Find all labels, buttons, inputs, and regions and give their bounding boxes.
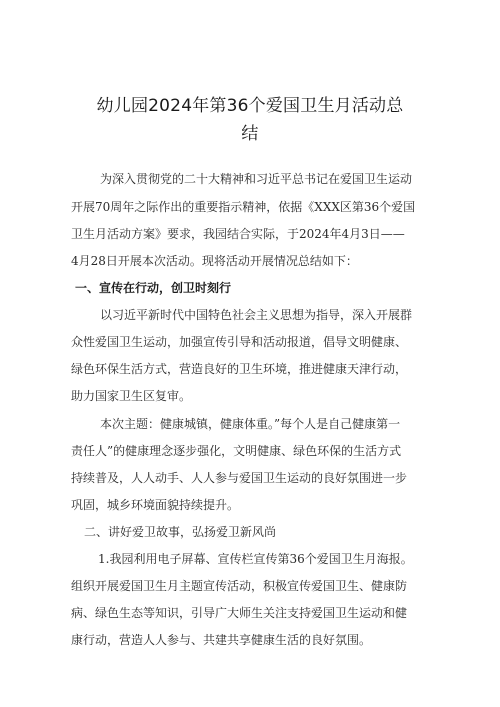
paragraph-line: 为深入贯彻党的二十大精神和习近平总书记在爱国卫生运动: [100, 172, 413, 186]
paragraph-line: 卫生月活动方案》要求，我园结合实际，于2024年4月3日——: [71, 227, 405, 241]
paragraph-line: 本次主题：健康城镇，健康体重。”每个人是自己健康第一: [100, 417, 401, 431]
section-heading-1: 一、宣传在行动，创卫时刻行: [75, 281, 232, 295]
paragraph-line: 责任人”的健康理念逐步强化，文明健康、绿色环保的生活方式: [71, 444, 402, 458]
title-line-1: 幼儿园2024年第36个爱国卫生月活动总: [96, 96, 404, 116]
section-heading-2: 二、讲好爱卫故事，弘扬爱卫新风尚: [84, 525, 277, 539]
paragraph-line: 开展70周年之际作出的重要指示精神，依据《XXX区第36个爱国: [71, 200, 416, 214]
paragraph-line: 病、绿色生态等知识，引导广大师生关注支持爱国卫生运动和健: [71, 606, 408, 620]
paragraph-line: 众性爱国卫生运动，加强宣传引导和活动报道，倡导文明健康、: [71, 335, 408, 349]
paragraph-line: 康行动，营造人人参与、共建共享健康生活的良好氛围。: [71, 633, 372, 647]
document-title: [60, 92, 440, 148]
paragraph-line: 持续普及，人人动手、人人参与爱国卫生运动的良好氛围进一步: [71, 471, 408, 485]
paragraph-line: 4月28日开展本次活动。现将活动开展情况总结如下：: [71, 254, 358, 268]
paragraph-line: 组织开展爱国卫生月主题宣传活动，积极宣传爱国卫生、健康防: [71, 579, 408, 593]
paragraph-line: 以习近平新时代中国特色社会主义思想为指导，深入开展群: [100, 308, 413, 322]
paragraph-line: 助力国家卫生区复审。: [71, 389, 192, 403]
paragraph-line: 绿色环保生活方式，营造良好的卫生环境，推进健康天津行动，: [71, 362, 408, 376]
paragraph-line: 1.我园利用电子屏幕、宣传栏宣传第36个爱国卫生月海报。: [98, 552, 413, 566]
paragraph-line: 巩固，城乡环境面貌持续提升。: [71, 498, 240, 512]
title-line-2: 结: [241, 124, 259, 144]
